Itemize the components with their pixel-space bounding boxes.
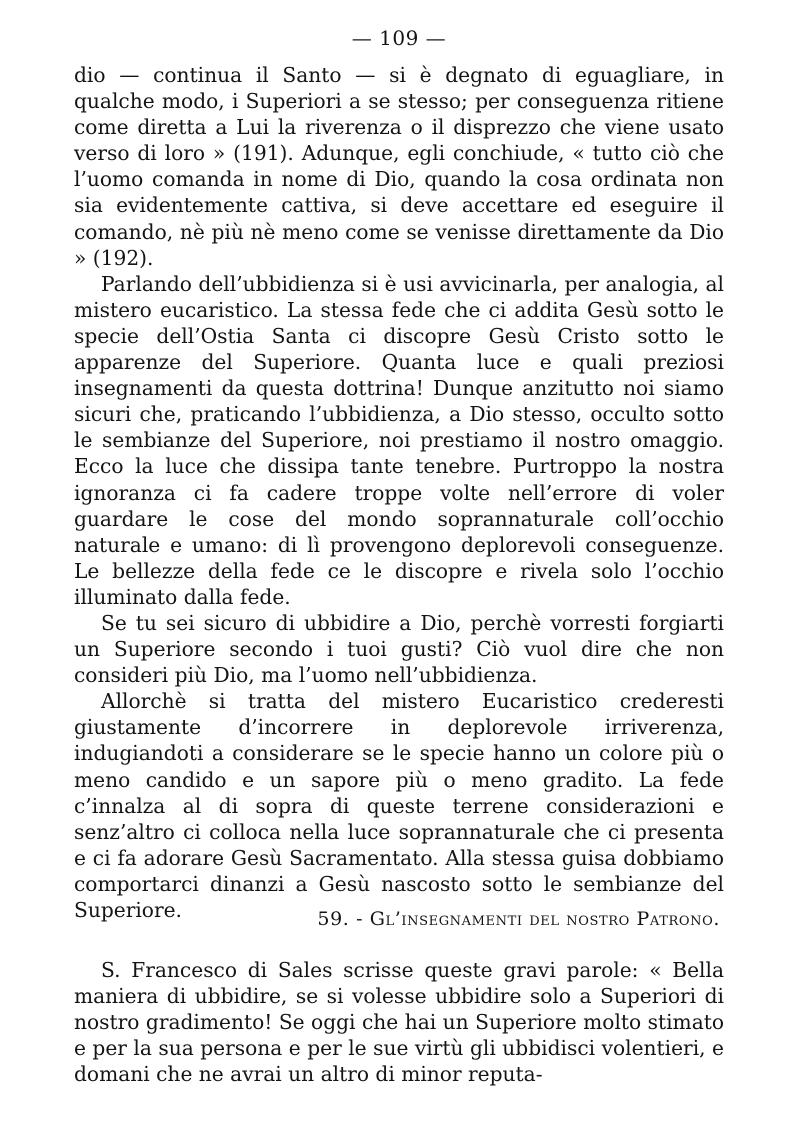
paragraph-continuation: dio — continua il Santo — si è degnato di eguagliare, in qualche modo, i Superiori a se stesso; per conseguenza ritiene come diretta a Lui la riverenza o il disprezzo che viene usato verso di loro » (191). Adunque, egli conchiude, « tutto ciò che l’uomo comanda in nome di Dio, quando la cosa ordinata non sia evidentemente cattiva, si deve accettare ed eseguire il comando, nè più nè meno come se venisse direttamente da Dio » (192). (74, 63, 724, 270)
paragraph-superior-choice: Se tu sei sicuro di ubbidire a Dio, perchè vorresti forgiarti un Superiore secondo i tuoi gusti? Ciò vuol dire che non consideri più Dio, ma l’uomo nell’ubbidienza. (74, 610, 724, 688)
paragraph-eucharistic-mystery: Allorchè si tratta del mistero Eucaristico crederesti giustamente d’incorrere in deplorevole irriverenza, indugiandoti a considerare se le specie hanno un colore più o meno candido e un sapore più o meno gradito. La fede c’innalza al di sopra di queste terrene considerazioni e senz’altro ci colloca nella luce soprannaturale che ci presenta e ci fa adorare Gesù Sacramentato. Alla stessa guisa dobbiamo comportarci dinanzi a Gesù nascosto sotto le sembianze del Superiore. (74, 689, 724, 922)
paragraph-sales-quote: S. Francesco di Sales scrisse queste gravi parole: « Bella maniera di ubbidire, se si volesse ubbidire solo a Superiori di nostro gradimento! Se oggi che hai un Superiore molto stimato e per la sua persona e per le sue virtù gli ubbidisci volentieri, e domani che ne avrai un altro di minor reputa- (74, 958, 724, 1087)
page-number: — 109 — (351, 26, 447, 50)
section-body (74, 957, 724, 1087)
paragraph-eucharistic-analogy: Parlando dell’ubbidienza si è usi avvicinarla, per analogia, al mistero eucaristico. La stessa fede che ci addita Gesù sotto le specie dell’Ostia Santa ci discopre Gesù Cristo sotto le apparenze del Superiore. Quanta luce e quali preziosi insegnamenti da questa dottrina! Dunque anzitutto noi siamo sicuri che, praticando l’ubbidienza, a Dio stesso, occulto sotto le sembianze del Superiore, noi prestiamo il nostro omaggio. Ecco la luce che dissipa tante tenebre. Purtroppo la nostra ignoranza ci fa cadere troppe volte nell’errore di voler guardare le cose del mondo soprannaturale coll’occhio naturale e umano: di lì provengono deplorevoli conseguenze. Le bellezze della fede ce le discopre e rivela solo l’occhio illuminato dalla fede. (74, 271, 724, 609)
body-text (74, 62, 724, 923)
section-heading: 59. - Gl’insegnamenti del nostro Patrono. (317, 908, 720, 930)
